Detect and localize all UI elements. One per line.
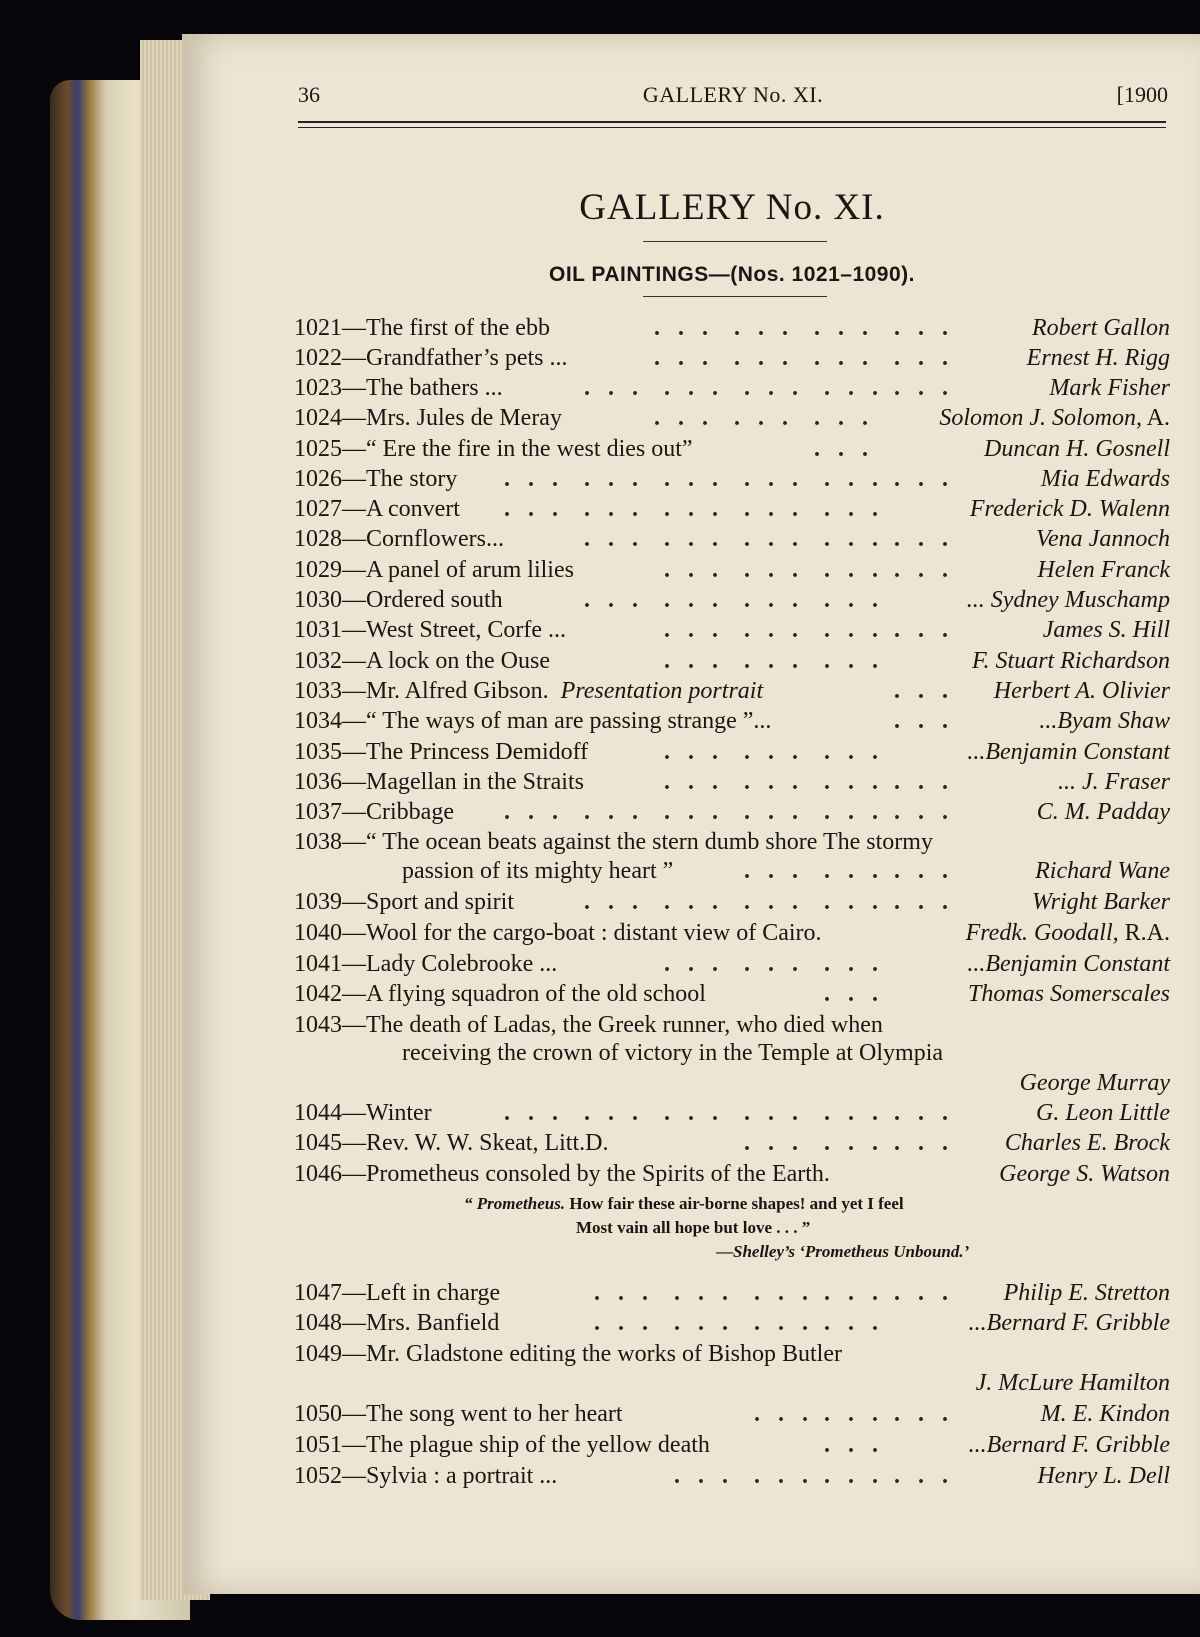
entry-number: 1034 bbox=[294, 708, 342, 734]
entry-title: 1038—“ The ocean beats against the stern dumb shore The stormy bbox=[294, 829, 933, 855]
catalogue-entry bbox=[294, 1463, 1170, 1493]
catalogue-entry bbox=[294, 375, 1170, 405]
entry-title: 1034—“ The ways of man are passing strange ”... bbox=[294, 708, 772, 734]
catalogue-entry bbox=[294, 345, 1170, 375]
dot-leaders: ... bbox=[744, 951, 816, 977]
entry-artist: ...Benjamin Constant bbox=[967, 739, 1170, 765]
entry-title: 1032—A lock on the Ouse bbox=[294, 648, 550, 674]
dot-leaders: ... bbox=[664, 587, 736, 613]
dot-leaders: ... bbox=[664, 739, 736, 765]
entry-title: 1030—Ordered south bbox=[294, 587, 503, 613]
entry-number: 1042 bbox=[294, 981, 342, 1007]
running-title: GALLERY No. XI. bbox=[642, 82, 824, 107]
catalogue-entry bbox=[294, 799, 1170, 829]
dot-leaders: ... bbox=[584, 889, 656, 915]
dot-leaders: ... bbox=[664, 617, 736, 643]
entry-artist: Wright Barker bbox=[1032, 889, 1170, 915]
entry-number: 1048 bbox=[294, 1310, 342, 1336]
dot-leaders: ... bbox=[744, 769, 816, 795]
dot-leaders: ... bbox=[824, 557, 896, 583]
catalogue-entry bbox=[294, 496, 1170, 526]
entry-artist: G. Leon Little bbox=[1035, 1100, 1170, 1126]
entry-title: 1044—Winter bbox=[294, 1100, 432, 1126]
dot-leaders: ... bbox=[824, 587, 896, 613]
dot-leaders: ... bbox=[744, 1100, 816, 1126]
entry-number: 1041 bbox=[294, 951, 342, 977]
entry-number: 1044 bbox=[294, 1100, 342, 1126]
dot-leaders: ... bbox=[744, 858, 816, 884]
dot-leaders: ... bbox=[584, 466, 656, 492]
catalogue-entry bbox=[294, 889, 1170, 919]
quote-line-1: “ Prometheus. How fair these air-borne shapes! and yet I feel bbox=[464, 1194, 904, 1213]
dot-leaders: ... bbox=[664, 769, 736, 795]
dot-leaders: ... bbox=[584, 799, 656, 825]
entry-number: 1050 bbox=[294, 1401, 342, 1427]
entry-title: 1029—A panel of arum lilies bbox=[294, 557, 574, 583]
dot-leaders: ... bbox=[824, 1280, 896, 1306]
dot-leaders: ... bbox=[654, 345, 726, 371]
dot-leaders: ... bbox=[654, 405, 726, 431]
dot-leaders: ... bbox=[744, 526, 816, 552]
dot-leaders: ... bbox=[744, 375, 816, 401]
dot-leaders: ... bbox=[664, 557, 736, 583]
year-label: [1900 bbox=[1116, 82, 1168, 107]
dot-leaders: ... bbox=[664, 889, 736, 915]
entry-title: 1045—Rev. W. W. Skeat, Litt.D. bbox=[294, 1130, 609, 1156]
entry-number: 1025 bbox=[294, 436, 342, 462]
entry-artist: ...Bernard F. Gribble bbox=[968, 1310, 1170, 1336]
dot-leaders: ... bbox=[894, 1100, 966, 1126]
entry-title: 1021—The first of the ebb bbox=[294, 315, 550, 341]
catalogue-entry bbox=[294, 829, 1170, 859]
catalogue-entry bbox=[294, 1012, 1170, 1042]
quote-attribution: —Shelley’s ‘Prometheus Unbound.’ bbox=[716, 1242, 970, 1261]
entry-artist: Frederick D. Walenn bbox=[969, 496, 1170, 522]
dot-leaders: ... bbox=[504, 799, 576, 825]
dot-leaders: ... bbox=[814, 436, 886, 462]
catalogue-entry bbox=[294, 1161, 1170, 1191]
entry-artist: F. Stuart Richardson bbox=[971, 648, 1170, 674]
entry-title: 1039—Sport and spirit bbox=[294, 889, 514, 915]
dot-leaders: ... bbox=[824, 769, 896, 795]
entry-number: 1033 bbox=[294, 678, 342, 704]
dot-leaders: ... bbox=[664, 799, 736, 825]
dot-leaders: ... bbox=[584, 375, 656, 401]
entry-title: 1050—The song went to her heart bbox=[294, 1401, 623, 1427]
entry-title: 1033—Mr. Alfred Gibson. Presentation portrait bbox=[294, 678, 764, 704]
entry-artist: ... J. Fraser bbox=[1058, 769, 1170, 795]
catalogue-entry bbox=[294, 1310, 1170, 1340]
entry-artist: ...Byam Shaw bbox=[1039, 708, 1170, 734]
catalogue-entry bbox=[294, 951, 1170, 981]
dot-leaders: ... bbox=[674, 1310, 746, 1336]
entry-title: 1027—A convert bbox=[294, 496, 460, 522]
dot-leaders: ... bbox=[664, 526, 736, 552]
entry-title: 1035—The Princess Demidoff bbox=[294, 739, 589, 765]
dot-leaders: ... bbox=[894, 466, 966, 492]
dot-leaders: ... bbox=[824, 799, 896, 825]
entry-title-continuation: passion of its mighty heart ” bbox=[402, 858, 674, 884]
dot-leaders: ... bbox=[754, 1401, 826, 1427]
entry-number: 1022 bbox=[294, 345, 342, 371]
entry-number: 1051 bbox=[294, 1432, 342, 1458]
dot-leaders: ... bbox=[824, 739, 896, 765]
dot-leaders: ... bbox=[584, 496, 656, 522]
entry-title: 1024—Mrs. Jules de Meray bbox=[294, 405, 562, 431]
dot-leaders: ... bbox=[894, 889, 966, 915]
entry-artist: Fredk. Goodall, R.A. bbox=[965, 920, 1170, 946]
entry-artist: James S. Hill bbox=[1042, 617, 1170, 643]
catalogue-entry bbox=[294, 678, 1170, 708]
dot-leaders: ... bbox=[654, 315, 726, 341]
dot-leaders: ... bbox=[664, 648, 736, 674]
entry-artist: Helen Franck bbox=[1037, 557, 1170, 583]
entry-artist: Thomas Somerscales bbox=[968, 981, 1170, 1007]
entry-number: 1045 bbox=[294, 1130, 342, 1156]
entry-number: 1029 bbox=[294, 557, 342, 583]
dot-leaders: ... bbox=[744, 799, 816, 825]
catalogue-entry bbox=[294, 769, 1170, 799]
catalogue-entry bbox=[294, 315, 1170, 345]
section-rule bbox=[643, 296, 827, 297]
dot-leaders: ... bbox=[814, 405, 886, 431]
dot-leaders: ... bbox=[814, 345, 886, 371]
dot-leaders: ... bbox=[824, 1100, 896, 1126]
entry-artist: M. E. Kindon bbox=[1040, 1401, 1170, 1427]
entry-title: 1047—Left in charge bbox=[294, 1280, 501, 1306]
catalogue-entry-artist-line bbox=[294, 1370, 1170, 1400]
dot-leaders: ... bbox=[744, 739, 816, 765]
entry-title: 1028—Cornflowers... bbox=[294, 526, 504, 552]
entry-number: 1027 bbox=[294, 496, 342, 522]
page-number: 36 bbox=[298, 82, 320, 107]
dot-leaders: ... bbox=[744, 617, 816, 643]
header-rule bbox=[298, 121, 1166, 128]
dot-leaders: ... bbox=[894, 769, 966, 795]
dot-leaders: ... bbox=[894, 526, 966, 552]
catalogue-entry bbox=[294, 920, 1170, 950]
catalogue-entry bbox=[294, 526, 1170, 556]
entry-number: 1043 bbox=[294, 1012, 342, 1038]
entry-number: 1023 bbox=[294, 375, 342, 401]
dot-leaders: ... bbox=[894, 345, 966, 371]
entry-artist: ...Benjamin Constant bbox=[967, 951, 1170, 977]
catalogue-entry-continuation bbox=[294, 858, 1170, 888]
entry-number: 1030 bbox=[294, 587, 342, 613]
entry-number: 1039 bbox=[294, 889, 342, 915]
dot-leaders: ... bbox=[664, 951, 736, 977]
entry-number: 1021 bbox=[294, 315, 342, 341]
entry-title: 1023—The bathers ... bbox=[294, 375, 503, 401]
dot-leaders: ... bbox=[504, 496, 576, 522]
entry-title: 1036—Magellan in the Straits bbox=[294, 769, 584, 795]
entry-artist: Vena Jannoch bbox=[1036, 526, 1170, 552]
dot-leaders: ... bbox=[894, 375, 966, 401]
catalogue-entry bbox=[294, 1432, 1170, 1462]
dot-leaders: ... bbox=[824, 981, 896, 1007]
dot-leaders: ... bbox=[824, 1463, 896, 1489]
entry-number: 1038 bbox=[294, 829, 342, 855]
catalogue-entry bbox=[294, 1100, 1170, 1130]
entry-title: 1051—The plague ship of the yellow death bbox=[294, 1432, 710, 1458]
catalogue-entry bbox=[294, 1280, 1170, 1310]
dot-leaders: ... bbox=[824, 375, 896, 401]
entry-number: 1028 bbox=[294, 526, 342, 552]
catalogue-entry bbox=[294, 557, 1170, 587]
entry-title: 1037—Cribbage bbox=[294, 799, 454, 825]
entry-artist: Robert Gallon bbox=[1032, 315, 1170, 341]
entry-number: 1024 bbox=[294, 405, 342, 431]
entry-artist: J. McLure Hamilton bbox=[975, 1370, 1170, 1396]
catalogue-entry bbox=[294, 466, 1170, 496]
dot-leaders: ... bbox=[664, 496, 736, 522]
dot-leaders: ... bbox=[824, 496, 896, 522]
entry-number: 1046 bbox=[294, 1161, 342, 1187]
catalogue-entry-artist-line bbox=[294, 1070, 1170, 1100]
dot-leaders: ... bbox=[744, 648, 816, 674]
catalogue-entry bbox=[294, 1130, 1170, 1160]
entry-number: 1036 bbox=[294, 769, 342, 795]
dot-leaders: ... bbox=[754, 1463, 826, 1489]
dot-leaders: ... bbox=[504, 466, 576, 492]
dot-leaders: ... bbox=[824, 1432, 896, 1458]
quote-line-2: Most vain all hope but love . . . ” bbox=[576, 1218, 811, 1237]
entry-artist: C. M. Padday bbox=[1036, 799, 1170, 825]
entry-title: 1022—Grandfather’s pets ... bbox=[294, 345, 568, 371]
dot-leaders: ... bbox=[824, 858, 896, 884]
dot-leaders: ... bbox=[894, 617, 966, 643]
entry-title: 1041—Lady Colebrooke ... bbox=[294, 951, 558, 977]
dot-leaders: ... bbox=[894, 1280, 966, 1306]
entry-artist: George Murray bbox=[1019, 1070, 1170, 1096]
dot-leaders: ... bbox=[824, 648, 896, 674]
entry-number: 1047 bbox=[294, 1280, 342, 1306]
dot-leaders: ... bbox=[664, 1100, 736, 1126]
entry-title: 1052—Sylvia : a portrait ... bbox=[294, 1463, 558, 1489]
dot-leaders: ... bbox=[894, 315, 966, 341]
entry-artist: ...Bernard F. Gribble bbox=[968, 1432, 1170, 1458]
entry-title: 1043—The death of Ladas, the Greek runner, who died when bbox=[294, 1012, 883, 1038]
dot-leaders: ... bbox=[734, 315, 806, 341]
dot-leaders: ... bbox=[894, 1463, 966, 1489]
dot-leaders: ... bbox=[744, 587, 816, 613]
dot-leaders: ... bbox=[734, 345, 806, 371]
dot-leaders: ... bbox=[584, 1100, 656, 1126]
dot-leaders: ... bbox=[824, 951, 896, 977]
dot-leaders: ... bbox=[744, 889, 816, 915]
dot-leaders: ... bbox=[744, 557, 816, 583]
dot-leaders: ... bbox=[674, 1463, 746, 1489]
catalogue-entry bbox=[294, 739, 1170, 769]
entry-number: 1031 bbox=[294, 617, 342, 643]
dot-leaders: ... bbox=[824, 526, 896, 552]
gallery-title: GALLERY No. XI. bbox=[579, 187, 885, 228]
dot-leaders: ... bbox=[894, 1130, 966, 1156]
entry-artist: Mia Edwards bbox=[1040, 466, 1170, 492]
entry-number: 1026 bbox=[294, 466, 342, 492]
dot-leaders: ... bbox=[814, 315, 886, 341]
dot-leaders: ... bbox=[824, 1401, 896, 1427]
entry-title-continuation: receiving the crown of victory in the Temple at Olympia bbox=[402, 1040, 944, 1066]
title-rule bbox=[643, 241, 827, 242]
entry-artist: Mark Fisher bbox=[1049, 375, 1170, 401]
dot-leaders: ... bbox=[594, 1280, 666, 1306]
entry-number: 1040 bbox=[294, 920, 342, 946]
entry-artist: Duncan H. Gosnell bbox=[984, 436, 1170, 462]
entry-number: 1032 bbox=[294, 648, 342, 674]
dot-leaders: ... bbox=[744, 466, 816, 492]
entry-title: 1046—Prometheus consoled by the Spirits of the Earth. bbox=[294, 1161, 830, 1187]
dot-leaders: ... bbox=[824, 889, 896, 915]
entry-artist: Ernest H. Rigg bbox=[1026, 345, 1170, 371]
dot-leaders: ... bbox=[734, 405, 806, 431]
dot-leaders: ... bbox=[664, 375, 736, 401]
dot-leaders: ... bbox=[754, 1280, 826, 1306]
entry-artist: George S. Watson bbox=[999, 1161, 1170, 1187]
catalogue-entry bbox=[294, 617, 1170, 647]
entry-title: 1042—A flying squadron of the old school bbox=[294, 981, 706, 1007]
catalogue-entry bbox=[294, 587, 1170, 617]
dot-leaders: ... bbox=[584, 587, 656, 613]
entry-title: 1049—Mr. Gladstone editing the works of Bishop Butler bbox=[294, 1341, 842, 1367]
running-head bbox=[298, 82, 1168, 112]
entry-title: 1031—West Street, Corfe ... bbox=[294, 617, 567, 643]
dot-leaders: ... bbox=[894, 708, 966, 734]
dot-leaders: ... bbox=[664, 466, 736, 492]
dot-leaders: ... bbox=[744, 1130, 816, 1156]
entry-title: 1026—The story bbox=[294, 466, 458, 492]
entry-title: 1025—“ Ere the fire in the west dies out” bbox=[294, 436, 693, 462]
entry-artist: ... Sydney Muschamp bbox=[966, 587, 1170, 613]
catalogue-entry bbox=[294, 436, 1170, 466]
dot-leaders: ... bbox=[894, 557, 966, 583]
dot-leaders: ... bbox=[824, 1130, 896, 1156]
dot-leaders: ... bbox=[824, 466, 896, 492]
catalogue-entry bbox=[294, 708, 1170, 738]
catalogue-entry bbox=[294, 1401, 1170, 1431]
entry-title: 1040—Wool for the cargo-boat : distant view of Cairo. bbox=[294, 920, 822, 946]
catalogue-entry bbox=[294, 405, 1170, 435]
dot-leaders: ... bbox=[894, 678, 966, 704]
entry-number: 1049 bbox=[294, 1341, 342, 1367]
dot-leaders: ... bbox=[674, 1280, 746, 1306]
catalogue-entry bbox=[294, 1341, 1170, 1371]
entry-number: 1037 bbox=[294, 799, 342, 825]
entry-artist: Charles E. Brock bbox=[1004, 1130, 1170, 1156]
entry-artist: Philip E. Stretton bbox=[1003, 1280, 1170, 1306]
dot-leaders: ... bbox=[824, 1310, 896, 1336]
catalogue-entry bbox=[294, 981, 1170, 1011]
entry-title: 1048—Mrs. Banfield bbox=[294, 1310, 500, 1336]
dot-leaders: ... bbox=[504, 1100, 576, 1126]
entry-artist: Solomon J. Solomon, A. bbox=[939, 405, 1170, 431]
entry-number: 1035 bbox=[294, 739, 342, 765]
entry-artist: Richard Wane bbox=[1035, 858, 1170, 884]
dot-leaders: ... bbox=[744, 496, 816, 522]
dot-leaders: ... bbox=[894, 1401, 966, 1427]
entry-number: 1052 bbox=[294, 1463, 342, 1489]
dot-leaders: ... bbox=[824, 617, 896, 643]
entry-artist: Herbert A. Olivier bbox=[993, 678, 1170, 704]
dot-leaders: ... bbox=[594, 1310, 666, 1336]
dot-leaders: ... bbox=[584, 526, 656, 552]
dot-leaders: ... bbox=[894, 858, 966, 884]
dot-leaders: ... bbox=[754, 1310, 826, 1336]
entry-artist: Henry L. Dell bbox=[1037, 1463, 1170, 1489]
dot-leaders: ... bbox=[894, 799, 966, 825]
section-title: OIL PAINTINGS—(Nos. 1021–1090). bbox=[548, 263, 915, 286]
catalogue-entry bbox=[294, 648, 1170, 678]
catalogue-entry-continuation bbox=[294, 1040, 1170, 1070]
